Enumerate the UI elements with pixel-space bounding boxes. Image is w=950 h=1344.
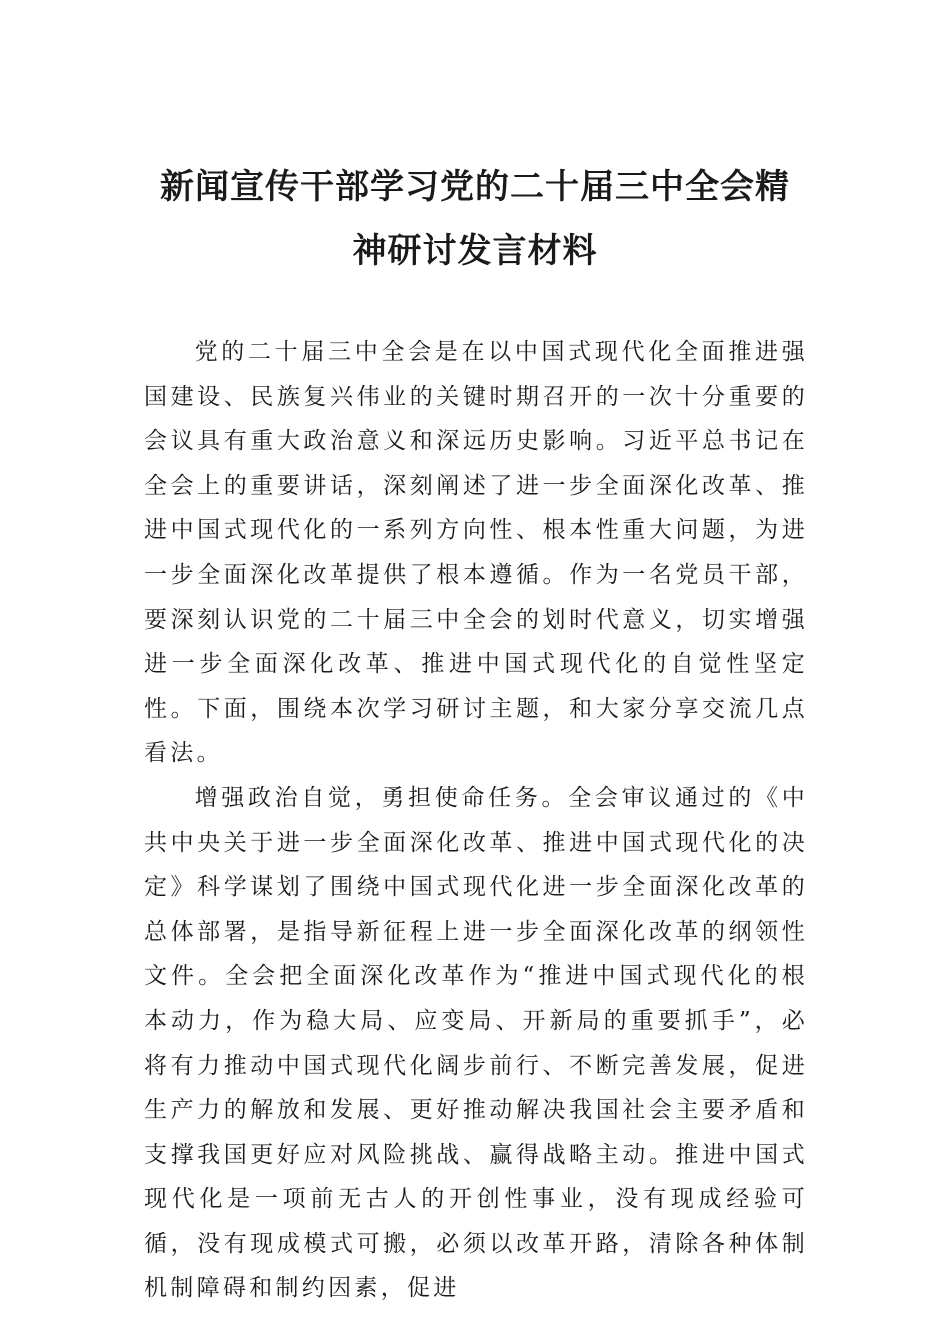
paragraph-political-awareness: 增强政治自觉，勇担使命任务。全会审议通过的《中共中央关于进一步全面深化改革、推进中国式现代化的决定》科学谋划了围绕中国式现代化进一步全面深化改革的总体部署，是指导新征程上进一步全面深化改革的纲领性文件。全会把全面深化改革作为“推进中国式现代化的根本动力，作为稳大局、应变局、开新局的重要抓手”，必将有力推动中国式现代化阔步前行、不断完善发展，促进生产力的解放和发展、更好推动解决我国社会主要矛盾和支撑我国更好应对风险挑战、赢得战略主动。推进中国式现代化是一项前无古人的开创性事业，没有现成经验可循，没有现成模式可搬，必须以改革开路，清除各种体制机制障碍和制约因素，促进 [144, 784, 808, 1302]
document-body [144, 330, 808, 1311]
paragraph-intro: 党的二十届三中全会是在以中国式现代化全面推进强国建设、民族复兴伟业的关键时期召开的一次十分重要的会议具有重大政治意义和深远历史影响。习近平总书记在全会上的重要讲话，深刻阐述了进一步全面深化改革、推进中国式现代化的一系列方向性、根本性重大问题，为进一步全面深化改革提供了根本遵循。作为一名党员干部，要深刻认识党的二十届三中全会的划时代意义，切实增强进一步全面深化改革、推进中国式现代化的自觉性坚定性。下面，围绕本次学习研讨主题，和大家分享交流几点看法。 [144, 339, 808, 767]
document-title [140, 155, 810, 283]
title-line-2: 神研讨发言材料 [352, 231, 598, 271]
title-line-1: 新闻宣传干部学习党的二十届三中全会精 [160, 167, 790, 207]
